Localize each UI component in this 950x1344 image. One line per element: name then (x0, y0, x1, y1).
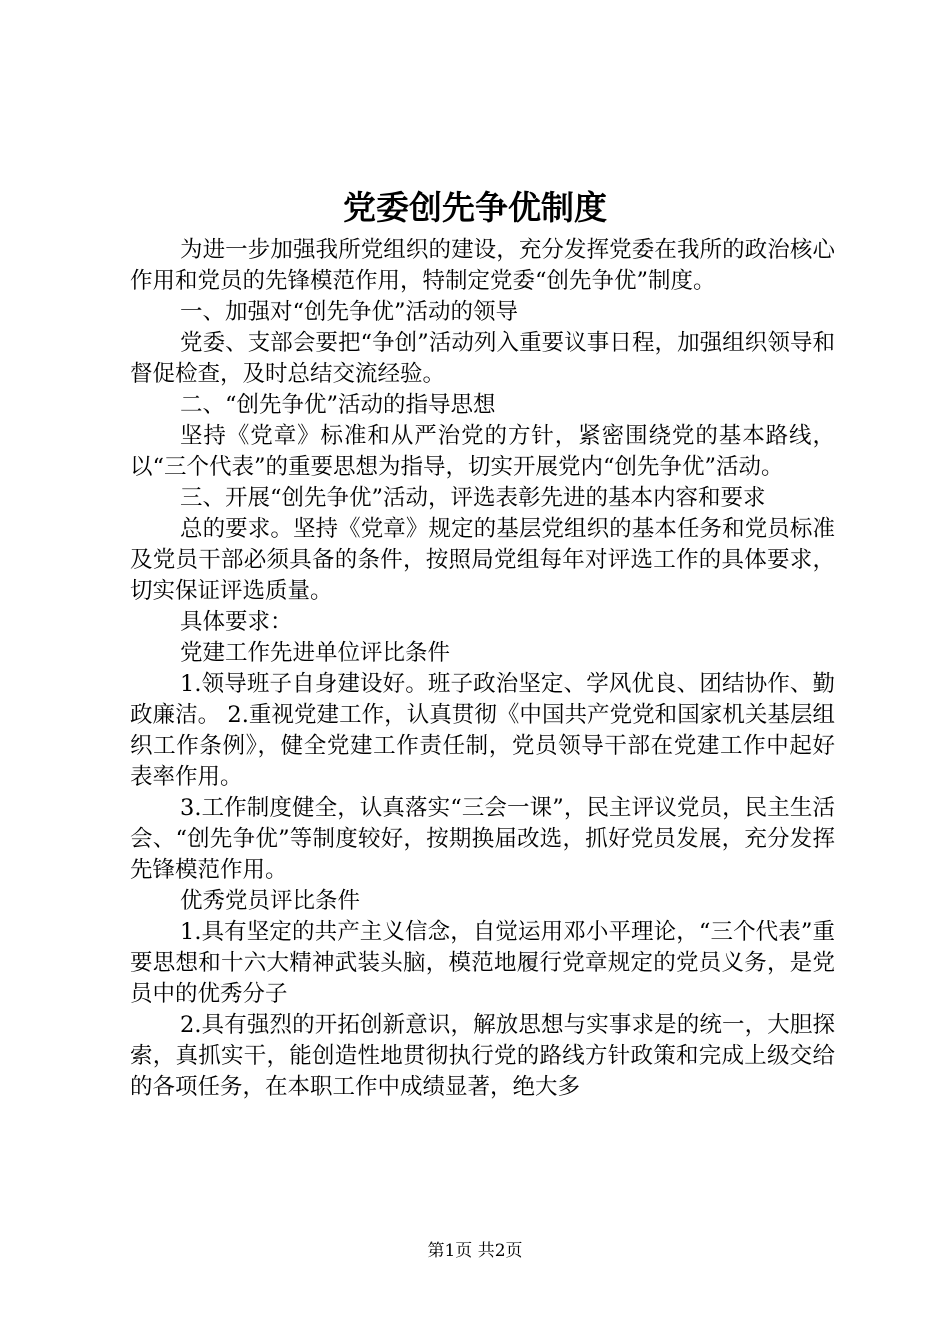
paragraph-member-criteria-1: 1.具有坚定的共产主义信念，自觉运用邓小平理论，“三个代表”重要思想和十六大精神武装头脑，模范地履行党章规定的党员义务，是党员中的优秀分子 (130, 919, 835, 1007)
subheading-excellent-member-criteria: 优秀党员评比条件 (180, 888, 361, 914)
paragraph-intro: 为进一步加强我所党组织的建设，充分发挥党委在我所的政治核心作用和党员的先锋模范作用，特制定党委“创先争优”制度。 (130, 237, 835, 294)
page-footer: 第1页 共2页 (427, 1241, 523, 1261)
paragraph-section-2: 坚持《党章》标准和从严治党的方针，紧密围绕党的基本路线，以“三个代表”的重要思想为指导，切实开展党内“创先争优”活动。 (130, 423, 835, 480)
paragraph-member-criteria-2: 2.具有强烈的开拓创新意识，解放思想与实事求是的统一，大胆探索，真抓实干，能创造性地贯彻执行党的路线方针政策和完成上级交给的各项任务，在本职工作中成绩显著，绝大多 (130, 1012, 835, 1100)
section-heading-3: 三、开展“创先争优”活动，评选表彰先进的基本内容和要求 (180, 485, 766, 511)
paragraph-unit-criteria-1-2: 1.领导班子自身建设好。班子政治坚定、学风优良、团结协作、勤政廉洁。 2.重视党建工作，认真贯彻《中国共产党党和国家机关基层组织工作条例》，健全党建工作责任制，党员领导干部在党建工作中起好表率作用。 (130, 671, 835, 790)
paragraph-unit-criteria-3: 3.工作制度健全，认真落实“三会一课”，民主评议党员，民主生活会、“创先争优”等制度较好，按期换届改选，抓好党员发展，充分发挥先锋模范作用。 (130, 795, 835, 883)
document-title: 党委创先争优制度 (343, 188, 607, 227)
section-heading-1: 一、加强对“创先争优”活动的领导 (180, 299, 519, 325)
subheading-advanced-unit-criteria: 党建工作先进单位评比条件 (180, 640, 451, 666)
paragraph-section-1: 党委、支部会要把“争创”活动列入重要议事日程，加强组织领导和督促检查，及时总结交流经验。 (130, 330, 835, 387)
paragraph-specific-requirements-label: 具体要求： (180, 609, 293, 635)
section-heading-2: 二、“创先争优”活动的指导思想 (180, 392, 496, 418)
paragraph-general-requirements: 总的要求。坚持《党章》规定的基层党组织的基本任务和党员标准及党员干部必须具备的条件，按照局党组每年对评选工作的具体要求，切实保证评选质量。 (130, 516, 835, 604)
document-body (130, 235, 835, 1103)
